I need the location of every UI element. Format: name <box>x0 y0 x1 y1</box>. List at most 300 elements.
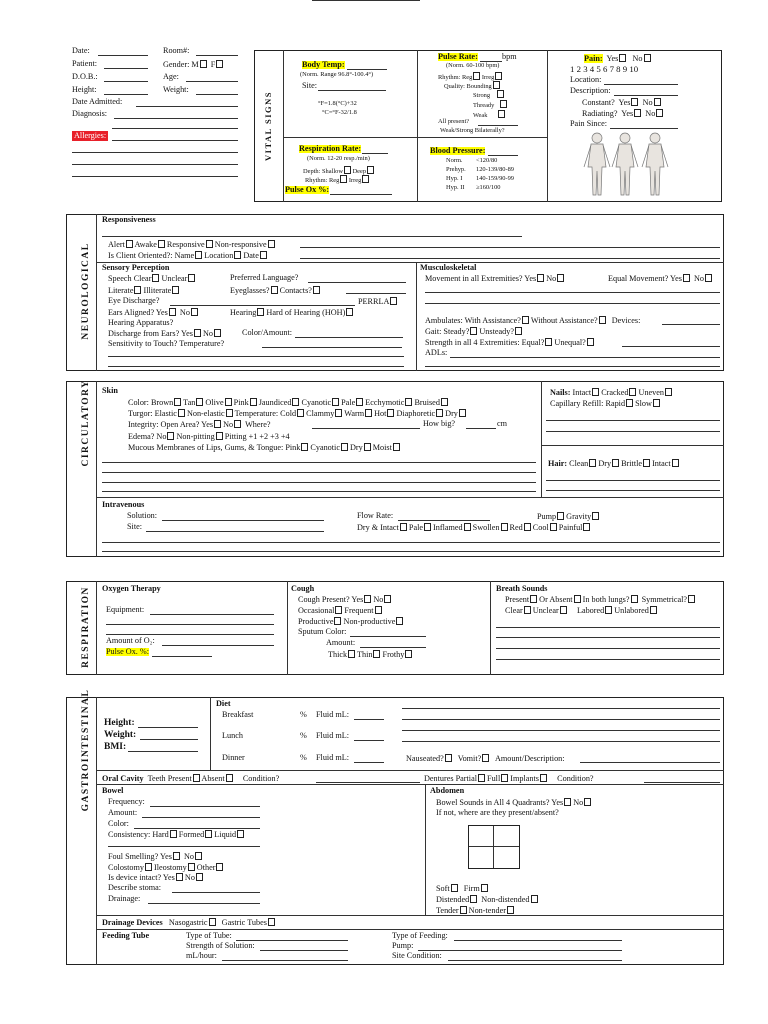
checkbox[interactable] <box>557 512 564 520</box>
divider <box>330 194 392 195</box>
checkbox[interactable] <box>665 388 672 396</box>
checkbox[interactable] <box>209 918 216 926</box>
checkbox[interactable] <box>216 863 223 871</box>
checkbox[interactable] <box>683 274 690 282</box>
divider <box>402 741 720 742</box>
abdomen-quadrant-diagram[interactable] <box>468 825 520 869</box>
divider <box>104 94 148 95</box>
bp-row-label: Norm. <box>446 157 463 164</box>
checkbox[interactable] <box>313 286 320 294</box>
checkbox[interactable] <box>188 274 195 282</box>
cough-present-row: Cough Present? Yes No <box>298 595 391 604</box>
checkbox[interactable] <box>643 459 650 467</box>
divider <box>425 784 426 915</box>
checkbox[interactable] <box>650 606 657 614</box>
checkbox[interactable] <box>501 774 508 782</box>
divider <box>210 697 211 770</box>
checkbox[interactable] <box>335 606 342 614</box>
respiration-label: RESPIRATION <box>81 586 91 668</box>
feeding-pump-label: Pump: <box>392 941 414 950</box>
divider <box>541 445 724 446</box>
checkbox[interactable] <box>459 409 466 417</box>
divider <box>546 431 720 432</box>
divider <box>354 762 384 763</box>
patient-label: Patient: <box>72 59 98 68</box>
site-label: Site: <box>302 81 318 90</box>
checkbox[interactable] <box>196 873 203 881</box>
divider <box>580 762 720 763</box>
body-diagram-icon[interactable] <box>575 131 675 201</box>
checkbox[interactable] <box>584 798 591 806</box>
checkbox[interactable] <box>592 388 599 396</box>
checkbox[interactable] <box>550 523 557 531</box>
checkbox[interactable] <box>495 72 502 80</box>
divider <box>72 164 238 165</box>
blood-pressure-label: Blood Pressure: <box>430 146 486 155</box>
checkbox[interactable] <box>524 606 531 614</box>
checkbox[interactable] <box>393 443 400 451</box>
breath-clear-row: Clear Unclear Labored Unlabored <box>505 606 657 615</box>
checkbox[interactable] <box>592 512 599 520</box>
quality-strong: Strong <box>473 90 504 99</box>
constant-row: Constant? Yes No <box>582 98 661 107</box>
checkbox[interactable] <box>216 432 223 440</box>
literate-row: Literate Illiterate <box>108 286 179 295</box>
meal-fluid: Fluid mL: <box>316 710 349 719</box>
checkbox[interactable] <box>334 617 341 625</box>
bp-row-value: <120/80 <box>476 157 498 164</box>
checkbox[interactable] <box>589 459 596 467</box>
checkbox[interactable] <box>200 60 207 68</box>
flow-rate-label: Flow Rate: <box>357 511 394 520</box>
checkbox[interactable] <box>145 863 152 871</box>
alert-row: Alert Awake Responsive Non-responsive <box>108 240 275 249</box>
divider <box>662 324 720 325</box>
body-temp-label: Body Temp: <box>302 60 345 69</box>
divider <box>312 428 420 429</box>
checkbox[interactable] <box>644 54 651 62</box>
divider <box>162 645 274 646</box>
checkbox[interactable] <box>169 308 176 316</box>
checkbox[interactable] <box>507 906 514 914</box>
checkbox[interactable] <box>441 398 448 406</box>
checkbox[interactable] <box>126 240 133 248</box>
divider <box>546 420 720 421</box>
divider <box>316 782 420 783</box>
divider <box>196 55 238 56</box>
gender-label: Gender: M F <box>163 60 223 69</box>
checkbox[interactable] <box>498 110 505 118</box>
cap-refill-row: Capillary Refill: Rapid Slow <box>550 399 660 408</box>
divider <box>496 648 720 649</box>
abdomen-heading: Abdomen <box>430 786 465 795</box>
sensory-heading: Sensory Perception <box>102 263 170 272</box>
diet-heading: Diet <box>216 699 231 708</box>
divider <box>448 960 622 961</box>
divider <box>96 581 97 675</box>
checkbox[interactable] <box>176 873 183 881</box>
divider <box>354 740 384 741</box>
checkbox[interactable] <box>173 852 180 860</box>
divider <box>466 428 496 429</box>
checkbox[interactable] <box>335 409 342 417</box>
checkbox[interactable] <box>451 884 458 892</box>
checkbox[interactable] <box>188 863 195 871</box>
weak-strong-bilateral: Weak/Strong Bilaterally? <box>440 127 505 134</box>
divider <box>112 128 238 129</box>
hair-row: Hair: Clean Dry Brittle Intact <box>548 459 679 468</box>
checkbox[interactable] <box>193 774 200 782</box>
edema-row: Edema? No Non-pitting Pitting +1 +2 +3 +4 <box>128 432 290 441</box>
divider <box>104 68 148 69</box>
foul-row: Foul Smelling? Yes No <box>108 852 202 861</box>
checkbox[interactable] <box>367 166 374 174</box>
preferred-language-label: Preferred Language? <box>230 273 299 282</box>
intravenous-heading: Intravenous <box>102 500 145 509</box>
resp-rhythm-options: Rhythm: Reg Irreg <box>305 175 369 184</box>
checkbox[interactable] <box>560 606 567 614</box>
checkbox[interactable] <box>629 388 636 396</box>
checkbox[interactable] <box>134 286 141 294</box>
checkbox[interactable] <box>574 595 581 603</box>
checkbox[interactable] <box>341 443 348 451</box>
divider <box>417 50 418 202</box>
checkbox[interactable] <box>237 830 244 838</box>
speech-row: Speech Clear Unclear <box>108 274 195 283</box>
checkbox[interactable] <box>478 774 485 782</box>
checkbox[interactable] <box>301 443 308 451</box>
checkbox[interactable] <box>271 286 278 294</box>
checkbox[interactable] <box>332 398 339 406</box>
temp-formula-2: °C=°F-32/1.8 <box>322 109 357 116</box>
amount-o2-label: Amount of O₂: <box>106 636 155 645</box>
gi-weight-label: Weight: <box>104 730 137 740</box>
sputum-color-label: Sputum Color: <box>298 627 347 636</box>
divider <box>150 806 260 807</box>
checkbox[interactable] <box>599 316 606 324</box>
checkbox[interactable] <box>445 754 452 762</box>
checkbox[interactable] <box>152 274 159 282</box>
breath-sounds-heading: Breath Sounds <box>496 584 548 593</box>
date-admitted-label: Date Admitted: <box>72 97 123 106</box>
checkbox[interactable] <box>191 308 198 316</box>
divider <box>102 482 536 483</box>
vital-signs-label: VITAL SIGNS <box>263 91 273 161</box>
checkbox[interactable] <box>530 595 537 603</box>
pump-gravity-row: Pump Gravity <box>537 512 599 521</box>
checkbox[interactable] <box>400 523 407 531</box>
divider <box>136 106 238 107</box>
checkbox[interactable] <box>365 409 372 417</box>
checkbox[interactable] <box>297 409 304 417</box>
checkbox[interactable] <box>405 398 412 406</box>
divider <box>318 90 386 91</box>
radiating-row: Radiating? Yes No <box>582 109 663 118</box>
divider <box>98 55 148 56</box>
checkbox[interactable] <box>206 240 213 248</box>
divider <box>454 940 622 941</box>
divider <box>362 153 388 154</box>
divider <box>614 95 678 96</box>
checkbox[interactable] <box>375 606 382 614</box>
description-label: Description: <box>570 86 611 95</box>
iv-site-condition-row: Dry & Intact Pale Inflamed Swollen Red Cool Painful <box>357 523 590 532</box>
checkbox[interactable] <box>234 251 241 259</box>
checkbox[interactable] <box>268 240 275 248</box>
divider <box>108 846 260 847</box>
divider <box>96 784 724 785</box>
dob-label: D.O.B.: <box>72 72 98 81</box>
checkbox[interactable] <box>362 175 369 183</box>
divider <box>300 258 720 259</box>
bp-row-label: Hyp. I <box>446 175 463 182</box>
equipment-label: Equipment: <box>106 605 145 614</box>
checkbox[interactable] <box>268 918 275 926</box>
neurological-label: NEUROLOGICAL <box>81 242 91 340</box>
divider <box>398 520 490 521</box>
checkbox[interactable] <box>346 308 353 316</box>
divider <box>402 730 720 731</box>
checkbox[interactable] <box>612 459 619 467</box>
quality-thready: Thready <box>473 100 507 109</box>
divider <box>112 140 238 141</box>
productive-row: Productive Non-productive <box>298 617 403 626</box>
checkbox[interactable] <box>470 895 477 903</box>
checkbox[interactable] <box>605 606 612 614</box>
checkbox[interactable] <box>373 650 380 658</box>
checkbox[interactable] <box>481 884 488 892</box>
checkbox[interactable] <box>158 240 165 248</box>
checkbox[interactable] <box>583 523 590 531</box>
checkbox[interactable] <box>653 399 660 407</box>
depth-options: Depth: Shallow Deep <box>303 166 374 175</box>
pulse-rate-label: Pulse Rate: <box>438 52 478 61</box>
resp-rate-label: Respiration Rate: <box>299 144 362 153</box>
checkbox[interactable] <box>195 852 202 860</box>
mucous-row: Mucous Membranes of Lips, Gums, & Tongue: Pink Cyanotic Dry Moist <box>128 443 400 452</box>
gait-row: Gait: Steady? Unsteady? <box>425 327 522 336</box>
checkbox[interactable] <box>260 251 267 259</box>
checkbox[interactable] <box>214 329 221 337</box>
bowel-amount-label: Amount: <box>108 808 138 817</box>
ml-hour-label: mL/hour: <box>186 951 217 960</box>
nauseated-row: Nauseated? Vomit? Amount/Description: <box>406 754 565 763</box>
checkbox[interactable] <box>196 398 203 406</box>
checkbox[interactable] <box>540 774 547 782</box>
meal-pct: % <box>300 753 307 762</box>
checkbox[interactable] <box>436 409 443 417</box>
checkbox[interactable] <box>619 54 626 62</box>
checkbox[interactable] <box>195 251 202 259</box>
divider <box>346 293 406 294</box>
divider <box>222 960 348 961</box>
divider <box>108 366 404 367</box>
divider <box>196 94 238 95</box>
nails-row: Nails: Intact Cracked Uneven <box>550 388 672 397</box>
pain-since-label: Pain Since: <box>570 119 608 128</box>
divider <box>152 656 212 657</box>
room-label: Room#: <box>163 46 190 55</box>
checkbox[interactable] <box>705 274 712 282</box>
responsiveness-heading: Responsiveness <box>102 215 156 224</box>
skin-heading: Skin <box>102 386 118 395</box>
divider <box>469 846 519 847</box>
divider <box>96 929 724 930</box>
checkbox[interactable] <box>174 398 181 406</box>
divider <box>416 262 417 371</box>
oriented-row: Is Client Oriented?: Name Location Date <box>108 251 267 260</box>
checkbox[interactable] <box>225 398 232 406</box>
checkbox[interactable] <box>226 409 233 417</box>
meal-fluid: Fluid mL: <box>316 753 349 762</box>
divider <box>496 627 720 628</box>
strength-solution-label: Strength of Solution: <box>186 941 255 950</box>
divider <box>260 950 348 951</box>
weight-label: Weight: <box>163 85 189 94</box>
checkbox[interactable] <box>656 109 663 117</box>
checkbox[interactable] <box>257 308 264 316</box>
checkbox[interactable] <box>464 523 471 531</box>
checkbox[interactable] <box>634 109 641 117</box>
bp-row-value: ≥160/100 <box>476 184 501 191</box>
checkbox[interactable] <box>348 650 355 658</box>
checkbox[interactable] <box>167 432 174 440</box>
checkbox[interactable] <box>631 595 638 603</box>
checkbox[interactable] <box>688 595 695 603</box>
checkbox[interactable] <box>531 895 538 903</box>
equal-movement-row: Equal Movement? Yes No <box>608 274 712 283</box>
divider <box>162 520 324 521</box>
checkbox[interactable] <box>626 399 633 407</box>
checkbox[interactable] <box>170 830 177 838</box>
checkbox[interactable] <box>384 595 391 603</box>
checkbox[interactable] <box>524 523 531 531</box>
discharge-ears-row: Discharge from Ears? Yes No <box>108 329 221 338</box>
divider <box>102 462 536 463</box>
divider <box>610 128 678 129</box>
ambulates-row: Ambulates: With Assistance? Without Assistance? Devices: <box>425 316 641 325</box>
checkbox[interactable] <box>631 98 638 106</box>
checkbox[interactable] <box>340 175 347 183</box>
checkbox[interactable] <box>470 327 477 335</box>
checkbox[interactable] <box>497 90 504 98</box>
divider <box>108 356 404 357</box>
meal-pct: % <box>300 731 307 740</box>
checkbox[interactable] <box>250 398 257 406</box>
checkbox[interactable] <box>515 327 522 335</box>
checkbox[interactable] <box>545 338 552 346</box>
type-of-feeding-label: Type of Feeding: <box>392 931 448 940</box>
divider <box>96 697 97 965</box>
checkbox[interactable] <box>564 798 571 806</box>
bpm-label: bpm <box>502 52 517 61</box>
divider <box>354 719 384 720</box>
tender-row: Tender Non-tender <box>436 906 514 915</box>
pulse-rhythm-options: Rhythm: Reg Irreg <box>438 72 502 81</box>
divider <box>170 305 355 306</box>
checkbox[interactable] <box>396 617 403 625</box>
checkbox[interactable] <box>460 906 467 914</box>
checkbox[interactable] <box>500 100 507 108</box>
bowel-sounds-row: Bowel Sounds in All 4 Quadrants? Yes No <box>436 798 591 807</box>
checkbox[interactable] <box>205 830 212 838</box>
checkbox[interactable] <box>356 398 363 406</box>
describe-stoma-label: Describe stoma: <box>108 883 161 892</box>
divider <box>150 614 274 615</box>
pain-scale: 1 2 3 4 5 6 7 8 9 10 <box>570 64 639 74</box>
turgor-row: Turgor: Elastic Non-elastic Temperature: Cold Clammy Warm Hot Diaphoretic Dry <box>128 409 466 418</box>
checkbox[interactable] <box>424 523 431 531</box>
checkbox[interactable] <box>654 98 661 106</box>
checkbox[interactable] <box>587 338 594 346</box>
height-label: Height: <box>72 85 97 94</box>
divider <box>72 152 238 153</box>
checkbox[interactable] <box>405 650 412 658</box>
drainage-label: Drainage: <box>108 894 141 903</box>
checkbox[interactable] <box>537 274 544 282</box>
divider <box>104 81 148 82</box>
checkbox[interactable] <box>214 420 221 428</box>
bmi-label: BMI: <box>104 742 127 752</box>
checkbox[interactable] <box>672 459 679 467</box>
sputum-amount-label: Amount: <box>326 638 356 647</box>
checkbox[interactable] <box>387 409 394 417</box>
checkbox[interactable] <box>364 595 371 603</box>
divider <box>96 381 97 557</box>
color-amount-label: Color/Amount: <box>242 328 293 337</box>
divider <box>283 137 547 138</box>
divider <box>96 915 724 916</box>
checkbox[interactable] <box>226 774 233 782</box>
divider <box>488 155 518 156</box>
divider <box>312 0 420 1</box>
checkbox[interactable] <box>364 443 371 451</box>
resp-norm: (Norm. 12-20 resp./min) <box>307 155 370 162</box>
divider <box>102 551 720 552</box>
checkbox[interactable] <box>493 81 500 89</box>
checkbox[interactable] <box>172 286 179 294</box>
checkbox[interactable] <box>501 523 508 531</box>
breath-present-row: Present Or Absent In both lungs? Symmetrical? <box>505 595 695 604</box>
meal-fluid: Fluid mL: <box>316 731 349 740</box>
checkbox[interactable] <box>473 72 480 80</box>
checkbox[interactable] <box>194 329 201 337</box>
checkbox[interactable] <box>482 754 489 762</box>
checkbox[interactable] <box>178 409 185 417</box>
musculoskeletal-heading: Musculoskeletal <box>420 263 477 272</box>
checkbox[interactable] <box>390 297 397 305</box>
circulatory-label: CIRCULATORY <box>81 379 91 467</box>
if-not-label: If not, where are they present/absent? <box>436 808 559 817</box>
checkbox[interactable] <box>216 60 223 68</box>
divider <box>134 828 260 829</box>
checkbox[interactable] <box>522 316 529 324</box>
meal-pct: % <box>300 710 307 719</box>
strength-row: Strength in all 4 Extremities: Equal? Unequal? <box>425 338 594 347</box>
checkbox[interactable] <box>557 274 564 282</box>
divider <box>283 50 284 202</box>
dentures-row: Dentures Partial Full Implants Condition? <box>424 774 594 783</box>
checkbox[interactable] <box>344 166 351 174</box>
iv-site-label: Site: <box>127 522 143 531</box>
divider <box>102 236 522 237</box>
divider <box>402 719 720 720</box>
divider <box>106 624 274 625</box>
checkbox[interactable] <box>292 398 299 406</box>
movement-row: Movement in all Extremities? Yes No <box>425 274 564 283</box>
type-of-tube-label: Type of Tube: <box>186 931 232 940</box>
checkbox[interactable] <box>234 420 241 428</box>
